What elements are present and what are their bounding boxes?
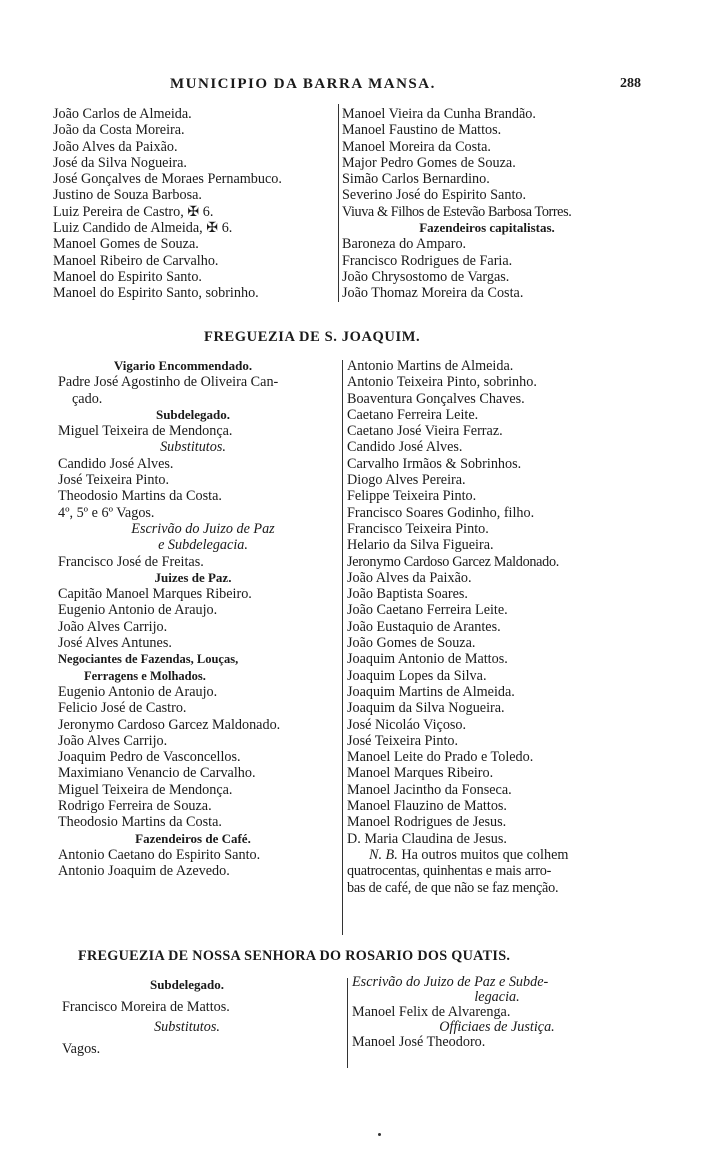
list-item: Manoel Vieira da Cunha Brandão. [342, 106, 536, 122]
column-divider [338, 104, 339, 302]
section2-right-column [347, 358, 647, 896]
list-item: Manoel Flauzino de Mattos. [347, 798, 507, 815]
list-item: Major Pedro Gomes de Souza. [342, 154, 516, 171]
list-item: João da Costa Moreira. [53, 122, 185, 139]
subheading-escrivao: Escrivão do Juizo de Paz e Subde- [352, 974, 549, 990]
list-item: Theodosio Martins da Costa. [58, 488, 222, 505]
list-item: Francisco Moreira de Mattos. [62, 999, 230, 1015]
list-item: Rodrigo Ferreira de Souza. [58, 798, 212, 815]
list-item: Jeronymo Cardoso Garcez Maldonado. [58, 716, 281, 733]
list-item: José da Silva Nogueira. [53, 154, 187, 171]
list-item: João Alves Carrijo. [58, 618, 168, 635]
list-item: Manoel do Espirito Santo, sobrinho. [53, 285, 259, 302]
list-item: Manoel Marques Ribeiro. [347, 765, 494, 782]
list-item: João Baptista Soares. [347, 586, 468, 603]
list-item: Severino José do Espirito Santo. [342, 187, 527, 204]
list-item: Manoel do Espirito Santo. [53, 268, 202, 285]
section3-right-column [352, 975, 652, 1050]
list-item: Helario da Silva Figueira. [347, 537, 494, 554]
list-item: Padre José Agostinho de Oliveira Can- [58, 374, 279, 391]
subheading-escrivao-cont: e Subdelegacia. [158, 537, 248, 554]
list-item: Manoel Jacintho da Fonseca. [347, 781, 512, 798]
list-item: Justino de Souza Barbosa. [53, 187, 202, 204]
list-item: Joaquim da Silva Nogueira. [347, 700, 505, 717]
subheading-fazendeiros-de-cafe: Fazendeiros de Café. [135, 830, 251, 846]
page-mark [378, 1133, 381, 1136]
list-item: José Teixeira Pinto. [347, 732, 459, 749]
list-item: Manoel Leite do Prado e Toledo. [347, 749, 534, 766]
list-item: Jeronymo Cardoso Garcez Maldonado. [347, 553, 560, 570]
list-item: 4º, 5º e 6º Vagos. [58, 504, 155, 521]
list-item: Joaquim Martins de Almeida. [347, 683, 515, 700]
list-item: Maximiano Venancio de Carvalho. [58, 765, 256, 782]
note-prefix: N. B. [369, 846, 398, 863]
list-item: João Eustaquio de Arantes. [347, 618, 501, 635]
list-item: João Alves Carrijo. [58, 732, 168, 749]
list-item: Carvalho Irmãos & Sobrinhos. [347, 455, 522, 472]
subheading-subdelegado: Subdelegado. [149, 977, 225, 992]
section-heading-s-joaquim: FREGUEZIA DE S. JOAQUIM. [204, 329, 421, 345]
column-divider [347, 978, 348, 1068]
list-item: Miguel Teixeira de Mendonça. [58, 423, 233, 440]
subheading-escrivao: Escrivão do Juizo de Paz [131, 520, 275, 537]
list-item: Caetano Ferreira Leite. [347, 406, 479, 423]
page-number: 288 [620, 76, 641, 91]
subheading-substitutos: Substitutos. [160, 439, 226, 456]
list-item: Caetano José Vieira Ferraz. [347, 423, 503, 440]
list-item: João Carlos de Almeida. [53, 106, 192, 122]
subheading-juizes-de-paz: Juizes de Paz. [154, 569, 232, 585]
subheading-escrivao-cont: legacia. [474, 989, 520, 1005]
list-item: Francisco Teixeira Pinto. [347, 520, 489, 537]
list-item: Simão Carlos Bernardino. [342, 171, 490, 188]
section2-left-column [58, 358, 343, 880]
list-item: Eugenio Antonio de Araujo. [58, 602, 218, 619]
list-item: João Alves da Paixão. [347, 569, 472, 586]
list-item: Candido José Alves. [58, 455, 174, 472]
subheading-fazendeiros-capitalistas: Fazendeiros capitalistas. [419, 220, 555, 236]
section3-left-column [62, 975, 332, 1059]
list-item: José Teixeira Pinto. [58, 472, 170, 489]
subheading-subdelegado: Subdelegado. [155, 406, 231, 422]
list-item: Manoel Gomes de Souza. [53, 236, 199, 253]
list-item: João Alves da Paixão. [53, 138, 178, 155]
list-item: Viuva & Filhos de Estevão Barbosa Torres. [342, 203, 572, 220]
list-item: José Gonçalves de Moraes Pernambuco. [53, 171, 282, 188]
list-item: Manoel Felix de Alvarenga. [352, 1004, 511, 1020]
list-item: Manoel Moreira da Costa. [342, 138, 491, 155]
list-item: Miguel Teixeira de Mendonça. [58, 781, 233, 798]
list-item: Diogo Alves Pereira. [347, 472, 466, 489]
list-item: Manoel Faustino de Mattos. [342, 122, 502, 139]
list-item: João Caetano Ferreira Leite. [347, 602, 508, 619]
list-item: Felicio José de Castro. [58, 700, 187, 717]
list-item: Manoel José Theodoro. [352, 1034, 486, 1050]
list-item: Candido José Alves. [347, 439, 463, 456]
note-line [347, 847, 647, 863]
list-item: José Nicoláo Viçoso. [347, 716, 467, 733]
list-item: Capitão Manoel Marques Ribeiro. [58, 586, 252, 603]
list-item: Luiz Candido de Almeida, ✠ 6. [53, 220, 233, 237]
list-item: Baroneza do Amparo. [342, 236, 467, 253]
section1-left-column [53, 106, 338, 302]
list-item: João Thomaz Moreira da Costa. [342, 285, 524, 302]
list-item: João Gomes de Souza. [347, 635, 476, 652]
list-item: Manoel Rodrigues de Jesus. [347, 814, 507, 831]
list-item: D. Maria Claudina de Jesus. [347, 830, 507, 847]
list-item: Joaquim Antonio de Mattos. [347, 651, 508, 668]
list-item: Francisco Rodrigues de Faria. [342, 252, 513, 269]
section-heading-quatis: FREGUEZIA DE NOSSA SENHORA DO ROSARIO DOS QUATIS. [78, 948, 511, 964]
section1-right-column [342, 106, 692, 302]
list-item: Felippe Teixeira Pinto. [347, 488, 477, 505]
subheading-negociantes: Negociantes de Fazendas, Louças, [58, 652, 239, 667]
subheading-officiaes: Officiaes de Justiça. [439, 1019, 555, 1035]
list-item: Manoel Ribeiro de Carvalho. [53, 252, 219, 269]
list-item: Joaquim Pedro de Vasconcellos. [58, 749, 241, 766]
list-item: Theodosio Martins da Costa. [58, 814, 222, 831]
list-item: José Alves Antunes. [58, 635, 172, 652]
subheading-negociantes-cont: Ferragens e Molhados. [84, 668, 206, 683]
subheading-vigario: Vigario Encommendado. [113, 358, 253, 373]
list-item: Antonio Caetano do Espirito Santo. [58, 846, 261, 863]
list-item: Francisco Soares Godinho, filho. [347, 504, 535, 521]
list-item: João Chrysostomo de Vargas. [342, 268, 510, 285]
list-item: Luiz Pereira de Castro, ✠ 6. [53, 203, 214, 220]
running-head: MUNICIPIO DA BARRA MANSA. [170, 76, 436, 92]
note-line: quatrocentas, quinhentas e mais arro- [347, 863, 552, 880]
note-line: bas de café, de que não se faz menção. [347, 879, 559, 896]
list-item: Joaquim Lopes da Silva. [347, 667, 487, 684]
note-text: Ha outros muitos que colhem [401, 846, 569, 863]
list-item: Vagos. [62, 1041, 101, 1057]
column-divider [342, 360, 343, 935]
list-item-continuation: çado. [72, 390, 103, 407]
list-item: Antonio Joaquim de Azevedo. [58, 863, 230, 880]
list-item: Francisco José de Freitas. [58, 553, 204, 570]
list-item: Antonio Teixeira Pinto, sobrinho. [347, 374, 537, 391]
list-item: Eugenio Antonio de Araujo. [58, 683, 218, 700]
list-item: Boaventura Gonçalves Chaves. [347, 390, 525, 407]
list-item: Antonio Martins de Almeida. [347, 358, 514, 374]
subheading-substitutos: Substitutos. [154, 1019, 220, 1035]
